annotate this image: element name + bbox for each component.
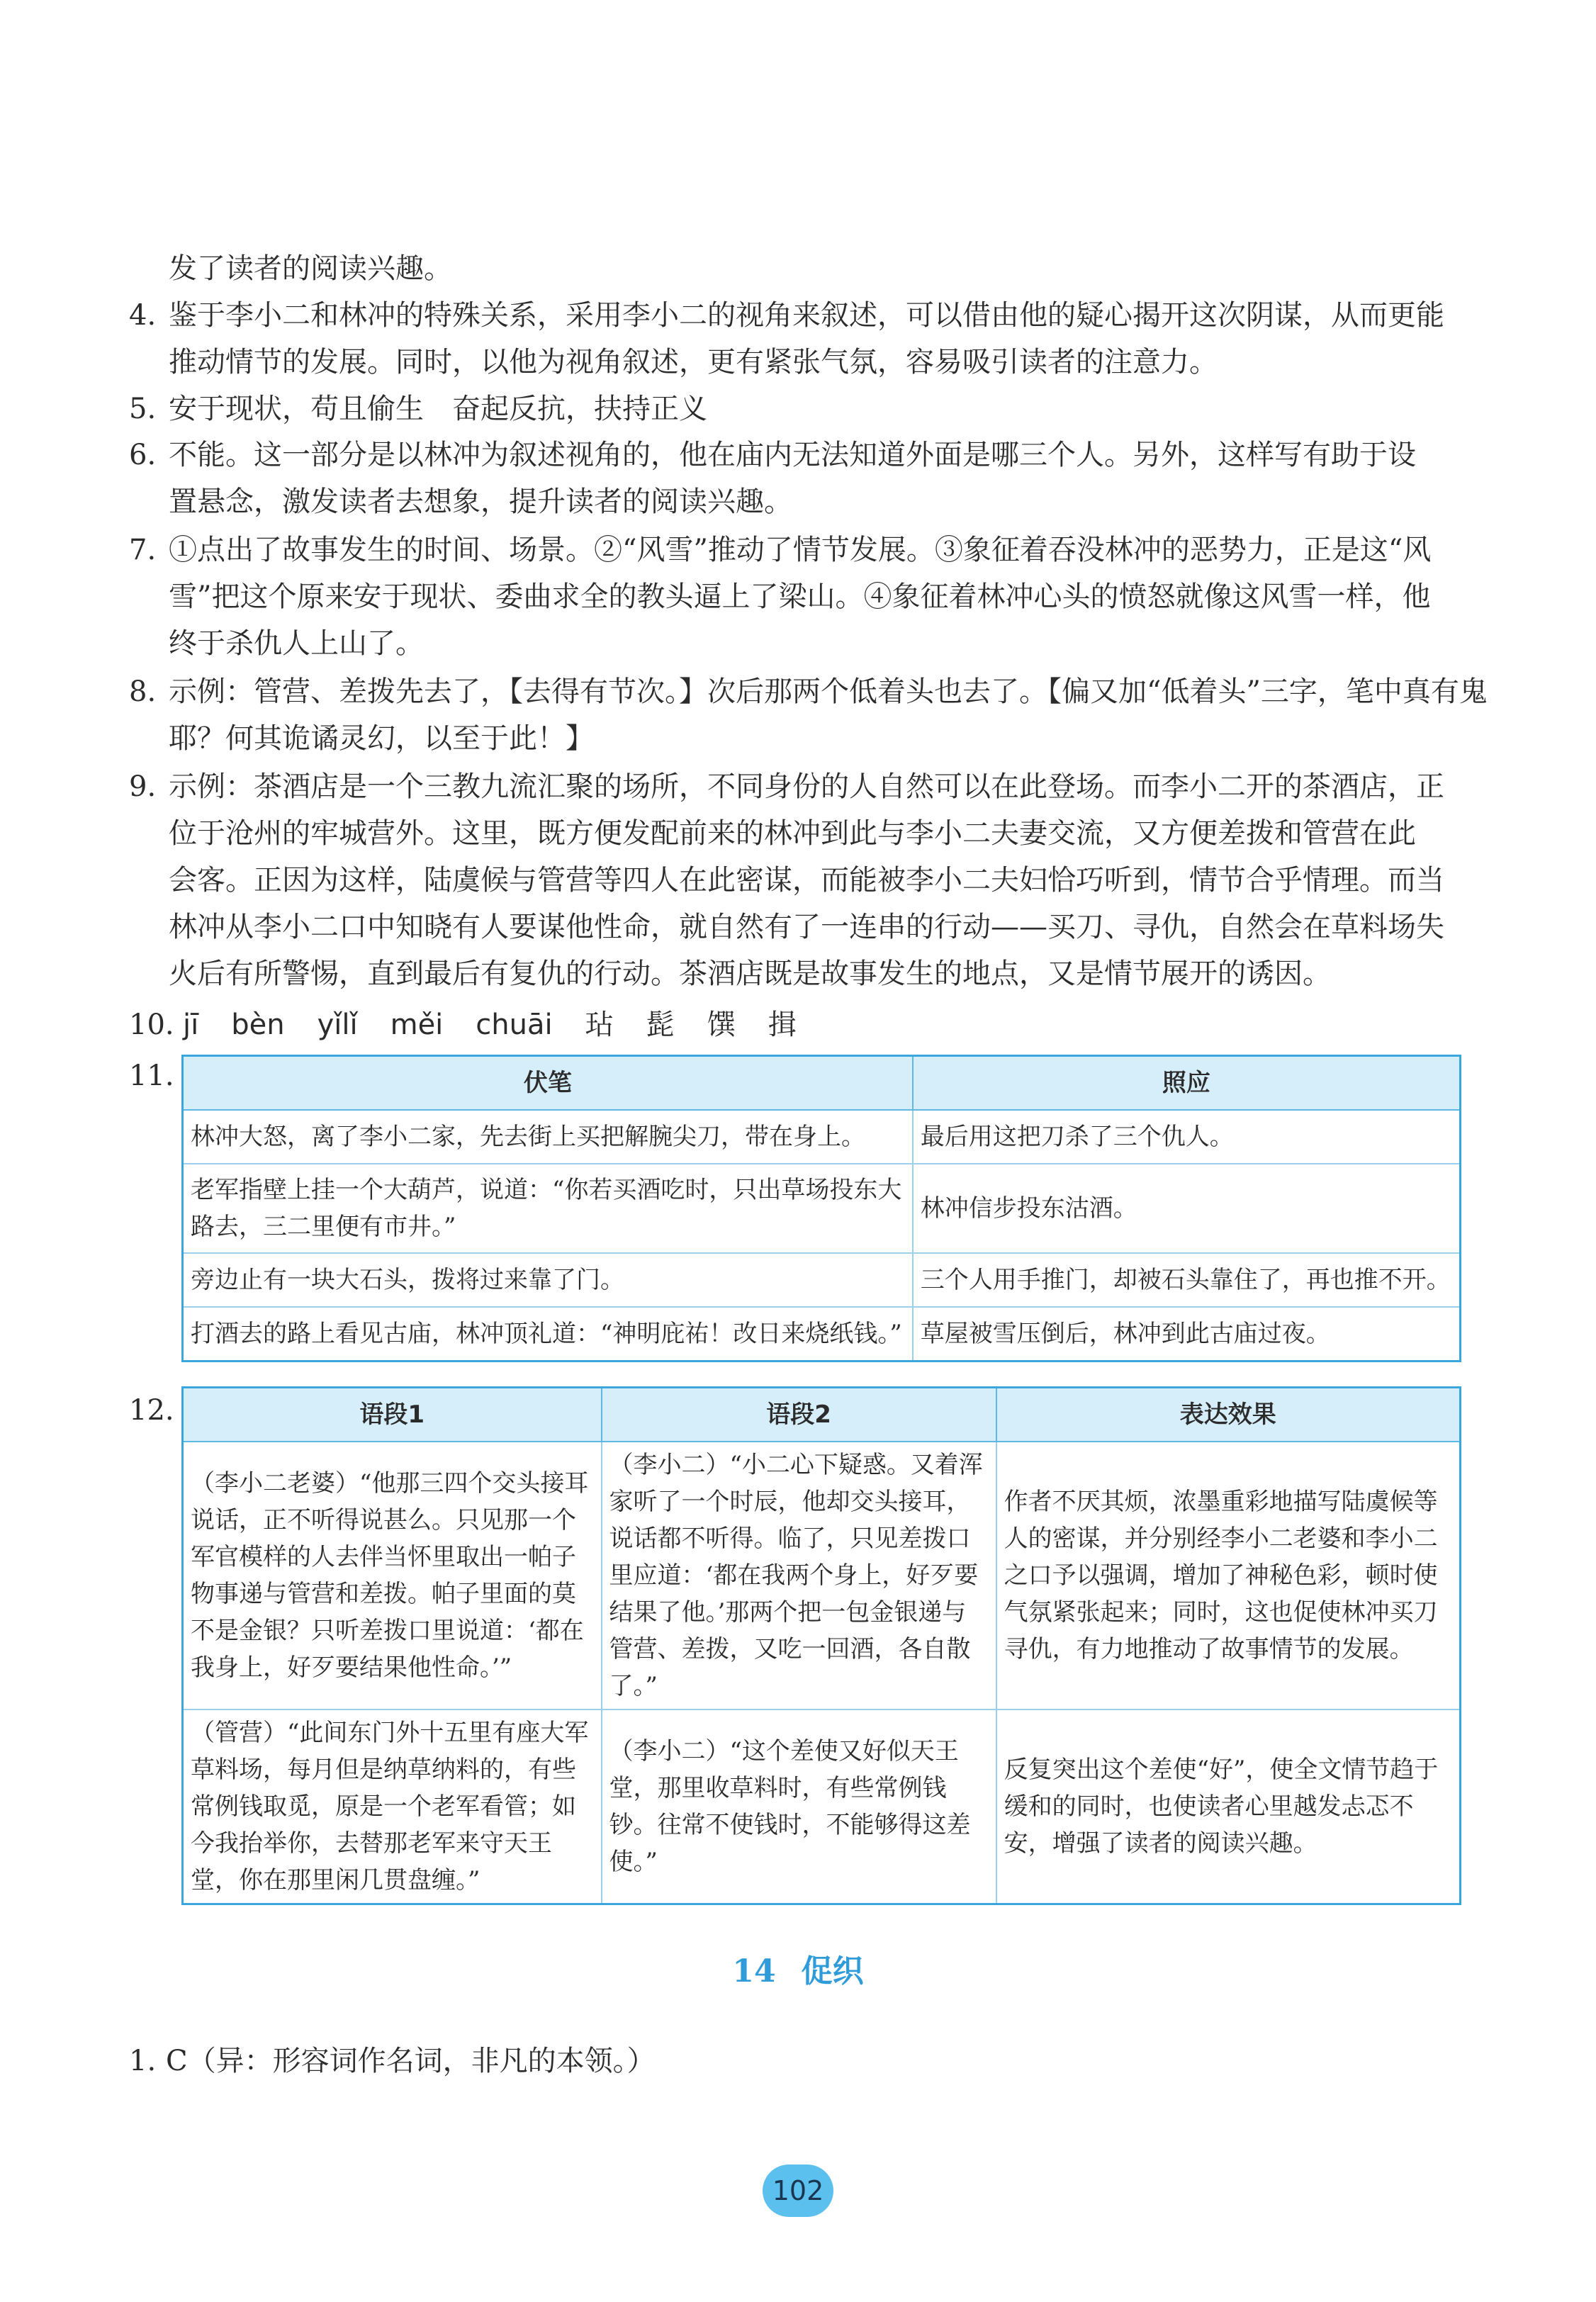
answer-line: C（异：形容词作名词，非凡的本领。） (166, 2045, 656, 2077)
question-number: 9. (129, 770, 157, 803)
question-number: 10. (129, 1009, 174, 1041)
answer-line: 终于杀仇人上山了。 (169, 627, 424, 660)
table-cell: （李小二老婆）“他那三四个交头接耳说话，正不听得说甚么。只见那一个军官模样的人去伴当怀里取出一帕子物事递与管营和差拨。帕子里面的莫不是金银？只听差拨口里说道：‘都在我身上，好歹要结果他性命。’” (183, 1442, 602, 1709)
table-cell: 林冲大怒，离了李小二家，先去街上买把解腕尖刀，带在身上。 (183, 1110, 913, 1164)
column-header: 语段2 (602, 1388, 996, 1442)
question-number: 1. (129, 2045, 157, 2077)
table-cell: （李小二）“小二心下疑惑。又着浑家听了一个时辰，他却交头接耳，说话都不听得。临了，只见差拨口里应道：‘都在我两个身上，好歹要结果了他。’那两个把一包金银递与管营、差拨，又吃一回酒，各自散了。” (602, 1442, 996, 1709)
column-header: 表达效果 (996, 1388, 1461, 1442)
table-row (183, 1164, 1461, 1253)
table-header-row (183, 1388, 1461, 1442)
pinyin-item: chuāi (476, 1009, 553, 1041)
answer-line: 示例：茶酒店是一个三教九流汇聚的场所，不同身份的人自然可以在此登场。而李小二开的茶酒店，正 (169, 770, 1444, 803)
answer-line: 位于沧州的牢城营外。这里，既方便发配前来的林冲到此与李小二夫妻交流，又方便差拨和管营在此 (169, 817, 1416, 850)
table-cell: 打酒去的路上看见古庙，林冲顶礼道：“神明庇祐！改日来烧纸钱。” (183, 1307, 913, 1361)
pinyin-item: jī (183, 1009, 199, 1041)
question-number: 6. (129, 439, 157, 471)
answer-line: 鉴于李小二和林冲的特殊关系，采用李小二的视角来叙述，可以借由他的疑心揭开这次阴谋，从而更能 (169, 299, 1444, 332)
answer-line: ①点出了故事发生的时间、场景。②“风雪”推动了情节发展。③象征着吞没林冲的恶势力，正是这“风 (169, 534, 1432, 566)
question-number: 5. (129, 393, 157, 425)
table-cell: 老军指壁上挂一个大葫芦，说道：“你若买酒吃时，只出草场投东大路去，三二里便有市井。” (183, 1164, 913, 1253)
table-row (183, 1253, 1461, 1307)
table-row (183, 1110, 1461, 1164)
table-row (183, 1307, 1461, 1361)
character-item: 髭 (646, 1009, 675, 1041)
answer-line: 雪”把这个原来安于现状、委曲求全的教头逼上了梁山。④象征着林冲心头的愤怒就像这风雪一样，他 (169, 580, 1431, 613)
answer-line: 火后有所警惕，直到最后有复仇的行动。茶酒店既是故事发生的地点，又是情节展开的诱因。 (169, 958, 1331, 990)
table-cell: 草屋被雪压倒后，林冲到此古庙过夜。 (913, 1307, 1461, 1361)
table-header-row (183, 1056, 1461, 1111)
question-number: 11. (129, 1060, 174, 1092)
answer-line: 置悬念，激发读者去想象，提升读者的阅读兴趣。 (169, 485, 792, 518)
answer-line: 推动情节的发展。同时，以他为视角叙述，更有紧张气氛，容易吸引读者的注意力。 (169, 346, 1218, 378)
column-header: 伏笔 (183, 1056, 913, 1111)
pinyin-answers (183, 1005, 829, 1045)
question-number: 8. (129, 675, 157, 708)
column-header: 语段1 (183, 1388, 602, 1442)
answer-line: 不能。这一部分是以林冲为叙述视角的，他在庙内无法知道外面是哪三个人。另外，这样写有助于设 (169, 439, 1416, 471)
character-item: 馔 (707, 1009, 736, 1041)
pinyin-item: yǐlǐ (317, 1009, 358, 1041)
table-row (183, 1442, 1461, 1709)
answer-line: 示例：管营、差拨先去了，【去得有节次。】次后那两个低着头也去了。【偏又加“低着头”三字，笔中真有鬼 (169, 675, 1488, 708)
answer-line: 耶？何其诡谲灵幻，以至于此！】 (169, 722, 594, 755)
pinyin-item: bèn (231, 1009, 285, 1041)
intro-line: 发了读者的阅读兴趣。 (169, 252, 452, 285)
question-number: 12. (129, 1394, 174, 1427)
page-number: 102 (763, 2165, 833, 2217)
section-name: 促织 (801, 1953, 864, 1989)
table-cell: 林冲信步投东沽酒。 (913, 1164, 1461, 1253)
section-title (0, 1946, 1596, 1991)
table-cell: 旁边止有一块大石头，拨将过来靠了门。 (183, 1253, 913, 1307)
answer-line: 会客。正因为这样，陆虞候与管营等四人在此密谋，而能被李小二夫妇恰巧听到，情节合乎情理。而当 (169, 864, 1444, 897)
character-item: 玷 (585, 1009, 614, 1041)
table-cell: （李小二）“这个差使又好似天王堂，那里收草料时，有些常例钱钞。往常不使钱时，不能够得这差使。” (602, 1709, 996, 1904)
pinyin-item: měi (390, 1009, 444, 1041)
character-item: 揖 (768, 1009, 797, 1041)
comparison-table (181, 1386, 1461, 1905)
table-cell: 反复突出这个差使“好”，使全文情节趋于缓和的同时，也使读者心里越发忐忑不安，增强了读者的阅读兴趣。 (996, 1709, 1461, 1904)
table-row (183, 1709, 1461, 1904)
section-number: 14 (732, 1953, 776, 1989)
column-header: 照应 (913, 1056, 1461, 1111)
question-number: 7. (129, 534, 157, 566)
table-cell: 三个人用手推门，却被石头靠住了，再也推不开。 (913, 1253, 1461, 1307)
table-cell: 最后用这把刀杀了三个仇人。 (913, 1110, 1461, 1164)
question-number: 4. (129, 299, 157, 332)
answer-line: 安于现状，苟且偷生 奋起反抗，扶持正义 (169, 393, 707, 425)
table-cell: （管营）“此间东门外十五里有座大军草料场，每月但是纳草纳料的，有些常例钱取觅，原是一个老军看管；如今我抬举你，去替那老军来守天王堂，你在那里闲几贯盘缠。” (183, 1709, 602, 1904)
table-cell: 作者不厌其烦，浓墨重彩地描写陆虞候等人的密谋，并分别经李小二老婆和李小二之口予以强调，增加了神秘色彩，顿时使气氛紧张起来；同时，这也促使林冲买刀寻仇，有力地推动了故事情节的发展。 (996, 1442, 1461, 1709)
foreshadow-table (181, 1055, 1461, 1362)
answer-line: 林冲从李小二口中知晓有人要谋他性命，就自然有了一连串的行动——买刀、寻仇，自然会在草料场失 (169, 911, 1444, 943)
